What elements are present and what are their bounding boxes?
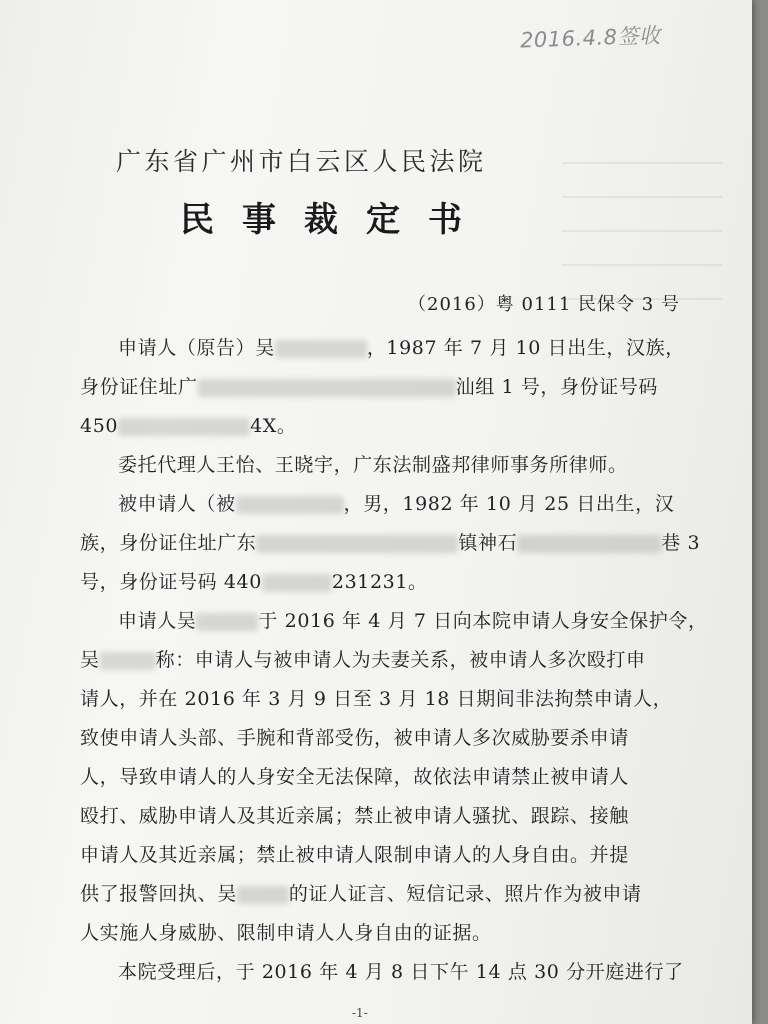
text-segment: 身份证住址广 xyxy=(80,376,198,398)
redacted-name xyxy=(236,496,344,514)
text-segment: 申请人（原告）吴 xyxy=(118,337,275,359)
text-segment: 族，身份证住址广东 xyxy=(80,532,257,554)
redacted-name xyxy=(196,613,258,631)
claim-line-2 xyxy=(80,645,646,672)
text-segment: 汕组 1 号，身份证号码 xyxy=(455,376,658,398)
respondent-line-3 xyxy=(80,567,428,594)
court-name: 广东省广州市白云区人民法院 xyxy=(116,147,487,176)
bleed-through-text xyxy=(562,160,722,300)
redacted-id-number xyxy=(262,574,332,592)
claim-line-3: 请人，并在 2016 年 3 月 9 日至 3 月 18 日期间非法拘禁申请人， xyxy=(80,688,673,710)
applicant-line-3 xyxy=(80,411,297,438)
claim-line-5: 人，导致申请人的人身安全无法保障，故依法申请禁止被申请人 xyxy=(80,766,629,788)
text-segment: 于 2016 年 4 月 7 日向本院申请人身安全保护令， xyxy=(258,610,708,632)
redacted-address xyxy=(517,535,661,553)
text-segment: 4X。 xyxy=(250,415,297,437)
redacted-name xyxy=(237,886,289,904)
redacted-name xyxy=(100,652,156,670)
hearing-line-1: 本院受理后，于 2016 年 4 月 8 日下午 14 点 30 分开庭进行了 xyxy=(118,961,684,983)
text-segment: 申请人吴 xyxy=(118,610,197,632)
claim-line-4: 致使申请人头部、手腕和背部受伤，被申请人多次威胁要杀申请 xyxy=(80,727,629,749)
respondent-line-2 xyxy=(80,528,700,555)
text-segment: 供了报警回执、吴 xyxy=(80,883,237,905)
case-reference-number: （2016）粤 0111 民保令 3 号 xyxy=(408,294,680,315)
text-segment: 吴 xyxy=(80,649,100,671)
document-title: 民事裁定书 xyxy=(180,200,490,240)
text-segment: 镇神石 xyxy=(458,532,518,554)
text-segment: 450 xyxy=(80,415,119,437)
text-segment: 号，身份证号码 440 xyxy=(80,571,262,593)
claim-line-9: 人实施人身威胁、限制申请人人身自由的证据。 xyxy=(80,922,492,944)
claim-line-1 xyxy=(118,606,708,633)
text-segment: 的证人证言、短信记录、照片作为被申请 xyxy=(288,883,642,905)
redacted-id-number xyxy=(118,418,250,436)
text-segment: ，男，1982 年 10 月 25 日出生，汉 xyxy=(343,493,675,515)
applicant-line-2 xyxy=(80,372,658,399)
text-segment: 称：申请人与被申请人为夫妻关系，被申请人多次殴打申 xyxy=(155,649,646,671)
agent-line: 委托代理人王怡、王晓宇，广东法制盛邦律师事务所律师。 xyxy=(118,454,628,476)
redacted-name xyxy=(275,340,367,358)
text-segment: 231231。 xyxy=(331,571,428,593)
redacted-address xyxy=(198,379,456,397)
claim-line-8 xyxy=(80,879,642,906)
redacted-address xyxy=(256,535,458,553)
text-segment: 巷 3 xyxy=(661,532,701,554)
respondent-line-1 xyxy=(118,489,674,516)
page-number: -1- xyxy=(352,1006,368,1020)
handwritten-receipt-note: 2016.4.8签收 xyxy=(519,23,661,53)
claim-line-6: 殴打、威胁申请人及其近亲属；禁止被申请人骚扰、跟踪、接触 xyxy=(80,805,629,827)
applicant-line-1 xyxy=(118,333,685,360)
text-segment: ，1987 年 7 月 10 日出生，汉族， xyxy=(366,337,685,359)
claim-line-7: 申请人及其近亲属；禁止被申请人限制申请人的人身自由。并提 xyxy=(80,844,629,866)
text-segment: 被申请人（被 xyxy=(118,493,236,515)
